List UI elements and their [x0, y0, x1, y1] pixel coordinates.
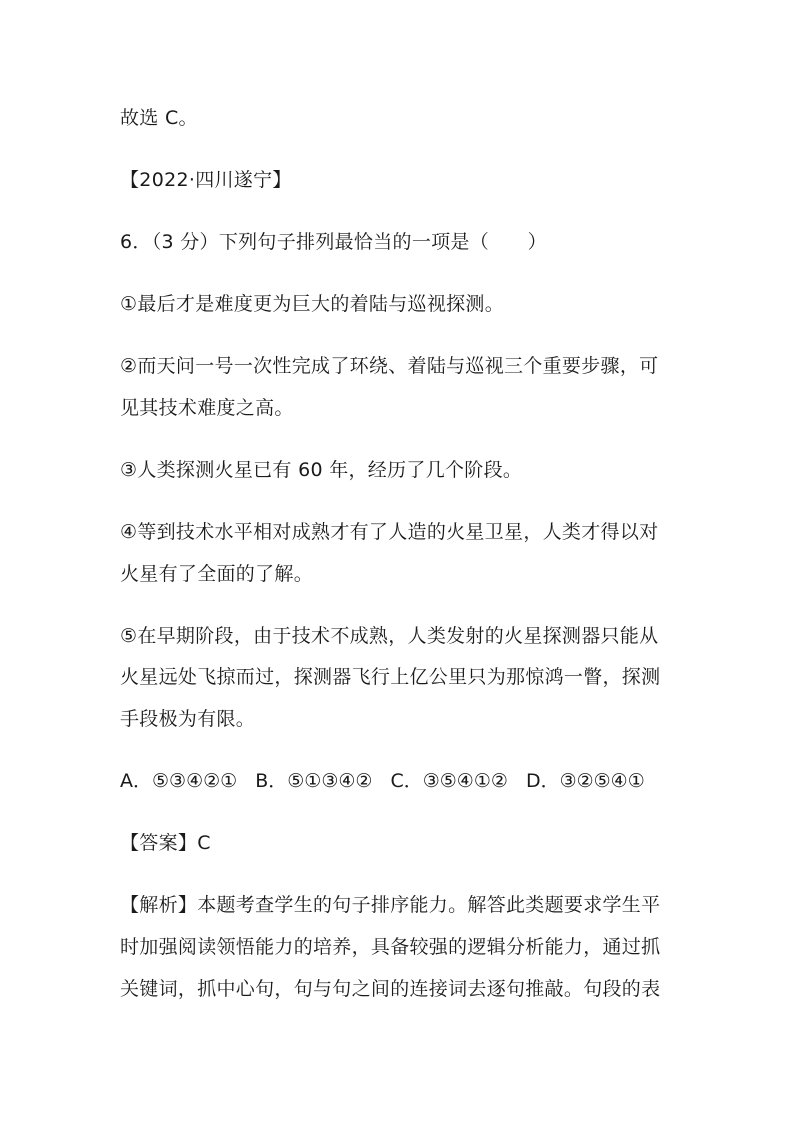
option-b: B．⑤①③④② [255, 770, 373, 792]
sentence-2-line-2: 见其技术难度之高。 [120, 397, 294, 419]
sentence-5-line-3: 手段极为有限。 [120, 708, 256, 730]
sentence-5-line-2: 火星远处飞掠而过，探测器飞行上亿公里只为那惊鸿一瞥，探测 [120, 666, 661, 688]
option-d: D．③②⑤④① [525, 770, 645, 792]
sentence-4-line-2: 火星有了全面的了解。 [120, 563, 314, 585]
option-c: C．③⑤④①② [390, 770, 508, 792]
sentence-3: ③人类探测火星已有 60 年，经历了几个阶段。 [120, 459, 523, 481]
sentence-5-line-1: ⑤在早期阶段，由于技术不成熟，人类发射的火星探测器只能从 [120, 625, 659, 647]
sentence-1: ①最后才是难度更为巨大的着陆与巡视探测。 [120, 293, 505, 315]
analysis-line-3: 关键词，抓中心句，句与句之间的连接词去逐句推敲。句段的表 [120, 978, 661, 1000]
analysis-line-2: 时加强阅读领悟能力的培养，具备较强的逻辑分析能力，通过抓 [120, 936, 661, 958]
question-stem: 6．（3 分）下列句子排列最恰当的一项是（ ） [120, 231, 547, 253]
source-tag: 【2022·四川遂宁】 [120, 169, 292, 191]
answer-line: 【答案】C [120, 832, 211, 854]
sentence-4-line-1: ④等到技术水平相对成熟才有了人造的火星卫星，人类才得以对 [120, 521, 659, 543]
option-a: A．⑤③④②① [120, 770, 238, 792]
analysis-line-1: 【解析】本题考查学生的句子排序能力。解答此类题要求学生平 [120, 894, 661, 916]
sentence-2-line-1: ②而天问一号一次性完成了环绕、着陆与巡视三个重要步骤，可 [120, 355, 659, 377]
answer-options [120, 768, 680, 794]
previous-answer-line: 故选 C。 [120, 107, 198, 129]
